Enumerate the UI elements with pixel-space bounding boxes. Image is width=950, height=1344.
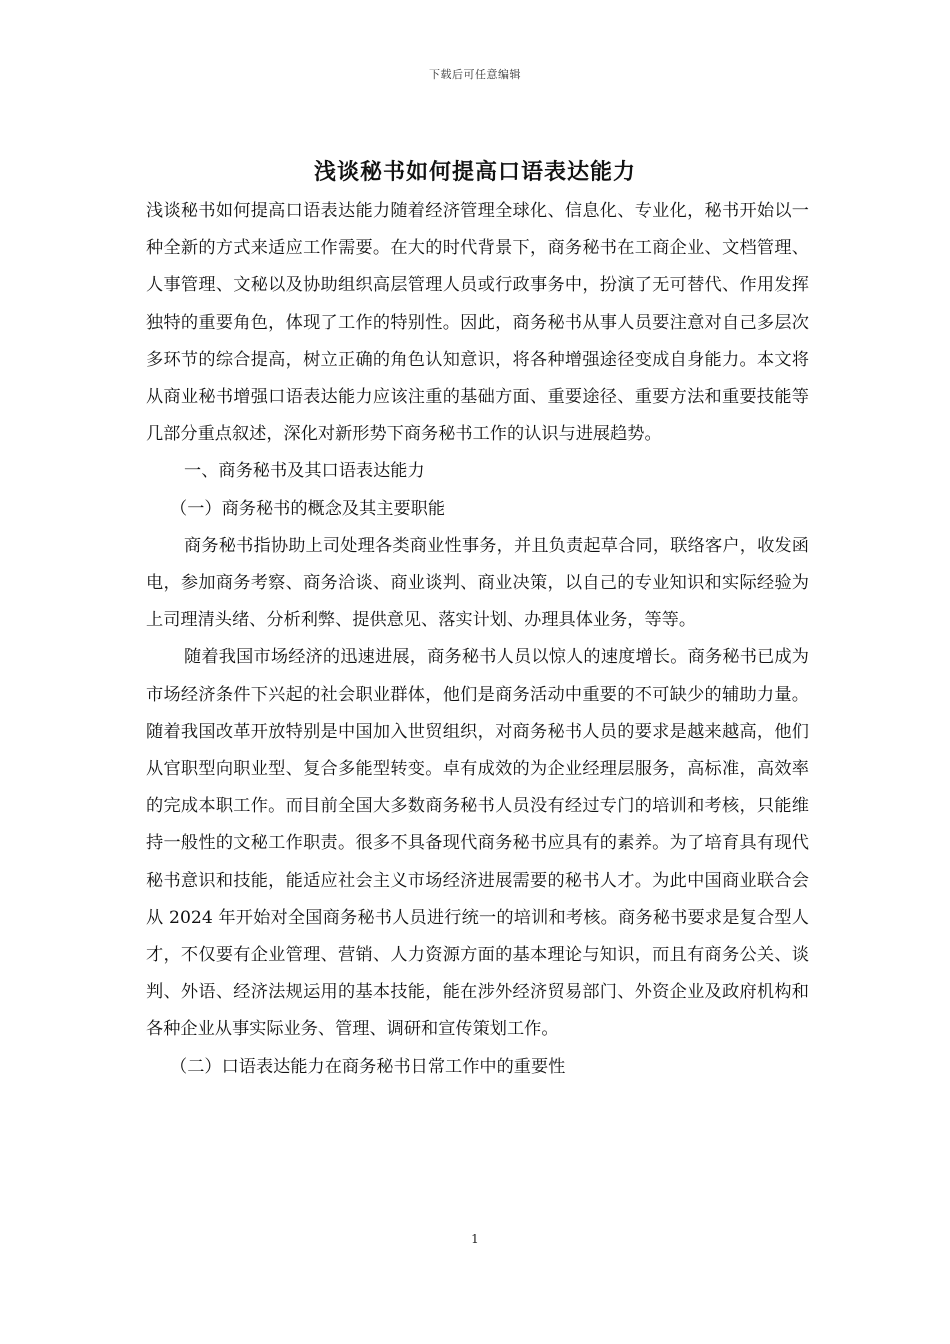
document-body	[146, 193, 809, 1086]
intro-paragraph: 浅谈秘书如何提高口语表达能力随着经济管理全球化、信息化、专业化，秘书开始以一种全新的方式来适应工作需要。在大的时代背景下，商务秘书在工商企业、文档管理、人事管理、文秘以及协助组织高层管理人员或行政事务中，扮演了无可替代、作用发挥独特的重要角色，体现了工作的特别性。因此，商务秘书从事人员要注意对自己多层次多环节的综合提高，树立正确的角色认知意识，将各种增强途径变成自身能力。本文将从商业秘书增强口语表达能力应该注重的基础方面、重要途径、重要方法和重要技能等几部分重点叙述，深化对新形势下商务秘书工作的认识与进展趋势。	[146, 201, 809, 445]
section-heading: 一、商务秘书及其口语表达能力	[184, 461, 425, 482]
page-header: 下载后可任意编辑	[429, 68, 521, 81]
subsection-heading: （一）商务秘书的概念及其主要职能	[170, 498, 446, 519]
page-number: 1	[471, 1232, 479, 1246]
document-title: 浅谈秘书如何提高口语表达能力	[313, 159, 636, 185]
subsection-heading: （二）口语表达能力在商务秘书日常工作中的重要性	[170, 1056, 566, 1077]
body-paragraph: 商务秘书指协助上司处理各类商业性事务，并且负责起草合同，联络客户，收发函电，参加商务考察、商务洽谈、商业谈判、商业决策，以自己的专业知识和实际经验为上司理清头绪、分析利弊、提供意见、落实计划、办理具体业务，等等。	[146, 535, 809, 631]
body-paragraph: 随着我国市场经济的迅速进展，商务秘书人员以惊人的速度增长。商务秘书已成为市场经济条件下兴起的社会职业群体，他们是商务活动中重要的不可缺少的辅助力量。随着我国改革开放特别是中国加入世贸组织，对商务秘书人员的要求是越来越高，他们从官职型向职业型、复合多能型转变。卓有成效的为企业经理层服务，高标准，高效率的完成本职工作。而目前全国大多数商务秘书人员没有经过专门的培训和考核，只能维持一般性的文秘工作职责。很多不具备现代商务秘书应具有的素养。为了培育具有现代秘书意识和技能，能适应社会主义市场经济进展需要的秘书人才。为此中国商业联合会从 2024 年开始对全国商务秘书人员进行统一的培训和考核。商务秘书要求是复合型人才，不仅要有企业管理、营销、人力资源方面的基本理论与知识，而且有商务公关、谈判、外语、经济法规运用的基本技能，能在涉外经济贸易部门、外资企业及政府机构和各种企业从事实际业务、管理、调研和宣传策划工作。	[146, 647, 809, 1040]
